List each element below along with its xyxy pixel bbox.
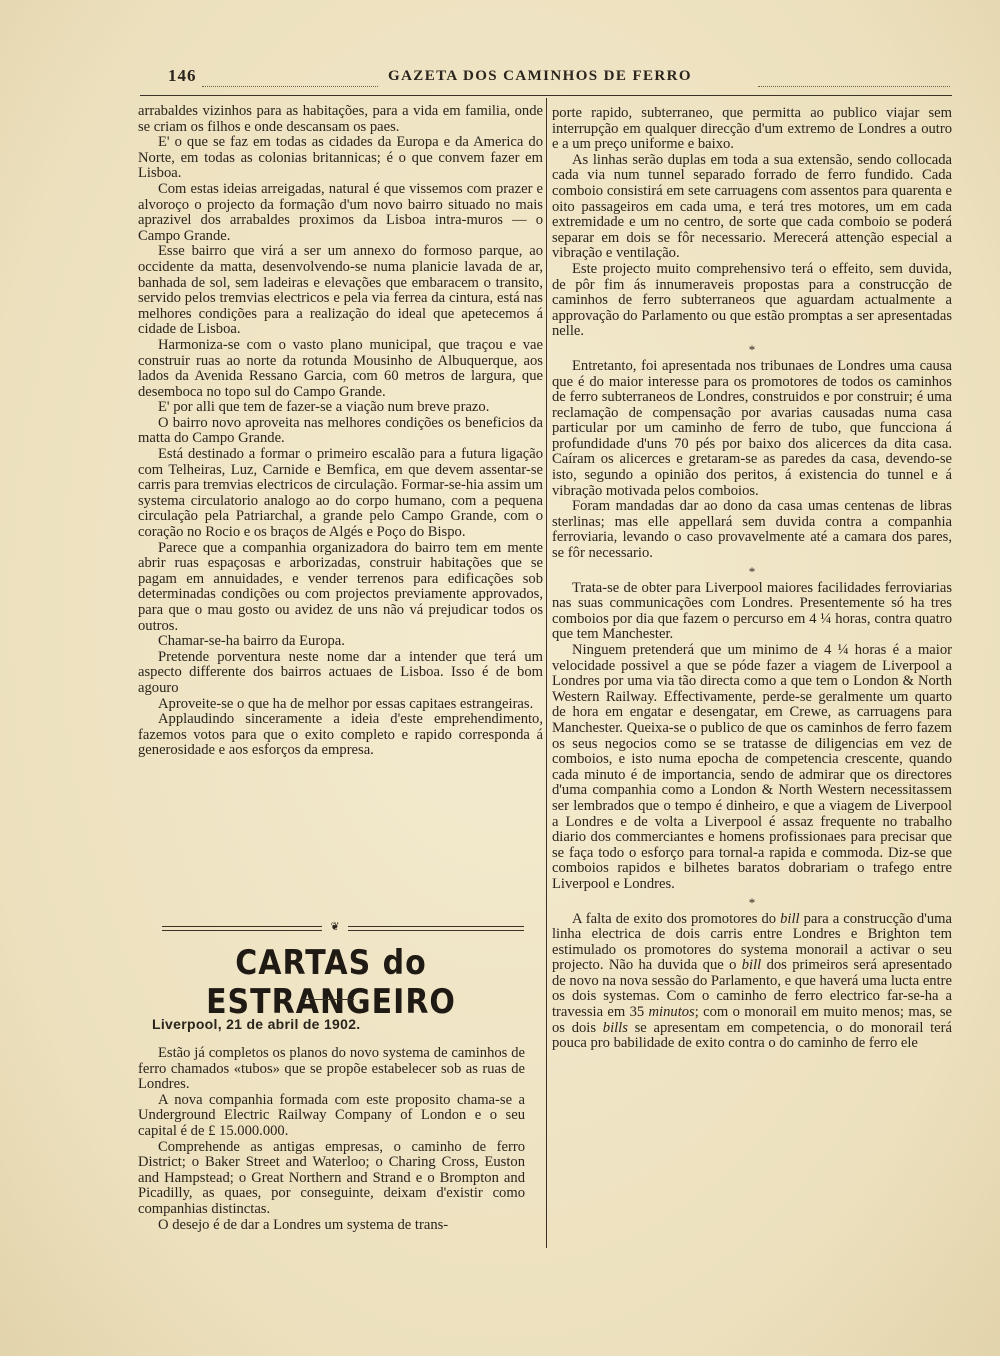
paragraph: O desejo é de dar a Londres um systema de trans- <box>158 1216 449 1233</box>
page-number: 146 <box>168 66 197 85</box>
page-header <box>168 64 952 94</box>
ornament-line <box>162 930 322 931</box>
paragraph: Applaudindo sinceramente a ideia d'este emprehendimento, fazemos votos para que o exito completo e rapido corresponda á generosidade e aos esforços da empresa. <box>138 711 543 759</box>
paragraph: Harmoniza-se com o vasto plano municipal, que traçou e vae construir ruas ao norte da rotunda Mousinho de Albuquerque, aos lados da Avenida Ressano Garcia, com 60 metros de largura, que desemboca no topo sul do Campo Grande. <box>138 336 543 400</box>
article-bairro-europa <box>138 104 543 759</box>
dateline: Liverpool, 21 de abril de 1902. <box>152 1016 361 1032</box>
paragraph: Está destinado a formar o primeiro escalão para a futura ligação com Telheiras, Luz, Carnide e Bemfica, em que devem assentar-se carris para tremvias electricos de circulação. Formar-se-hia assim um systema circulatorio analogo ao do corpo humano, com a pequena circulação pela Patriarchal, a grande pelo Campo Grande, com o coração no Rocio e os braços de Algés e Poço do Bispo. <box>138 446 543 541</box>
paragraph: E' por alli que tem de fazer-se a viação num breve prazo. <box>158 399 490 416</box>
journal-title: GAZETA DOS CAMINHOS DE FERRO <box>388 68 692 84</box>
paragraph: Com estas ideias arreigadas, natural é que vissemos com prazer e alvoroço o projecto da formação d'um novo bairro situado no mais aprazivel dos arrabaldes proximos da Lisboa intra-muros — o Campo Grande. <box>138 180 543 244</box>
paragraph: Comprehende as antigas empresas, o caminho de ferro District; o Baker Street and Waterloo; o Charing Cross, Euston and Hampstead; o Great Northern and Strand e o Brompton and Picadilly, as quaes, por conseguinte, deixam d'existir como companhias distinctas. <box>138 1138 525 1217</box>
separator-asterisk: * <box>748 894 756 910</box>
paragraph: Entretanto, foi apresentada nos tribunaes de Londres uma causa que é do maior interesse para os promotores de todos os caminhos de ferro subterraneos de Londres, construidos e por construir; é uma reclamação de compensação por avarias causadas numa casa particular por um caminho de ferro de tubo, que funcciona á profundidade d'uns 70 pés por baixo dos alicerces da dita casa. Caíram os alicerces e gretaram-se as paredes da casa, devendo-se isto, segundo a opinião dos peritos, á existencia do tunnel e á vibração motivada pelos comboios. <box>552 357 952 499</box>
header-dotted-rule-right <box>758 86 950 87</box>
section-title: CARTAS do ESTRANGEIRO <box>206 943 456 1023</box>
paragraph: Trata-se de obter para Liverpool maiores facilidades ferroviarias nas suas communicações com Londres. Presentemente só ha tres comboios por dia que fazem o percurso em 4 ¼ horas, contra quatro que tem Manchester. <box>552 579 952 643</box>
column-divider <box>546 98 547 1248</box>
ornament-line <box>348 926 524 927</box>
paragraph-bill: A falta de exito dos promotores do bill para a construcção d'uma linha electrica de dois carris entre Londres e Brighton tem estimulado os promotores do systema monorail a activar o seu projecto. Não ha duvida que o bill dos primeiros será apresentado de novo na nova sessão do Parlamento, e que haverá uma lucta entre os dois systemas. Com o caminho de ferro electrico far-se-ha a travessia em 35 minutos; com o monorail em muito menos; mas, se os dois bills se apresentam em competencia, o do monorail terá pouca pro babilidade de exito contra o do caminho de ferro ele <box>552 910 953 1052</box>
paragraph: porte rapido, subterraneo, que permitta ao publico viajar sem interrupção em qualquer direcção d'um extremo de Londres a outro e a um preço uniforme e baixo. <box>552 105 952 153</box>
separator-asterisk: * <box>748 341 756 357</box>
header-dotted-rule-left <box>202 86 378 87</box>
ornament-icon: ❦ <box>330 921 340 933</box>
paragraph: As linhas serão duplas em toda a sua extensão, sendo collocada cada via num tunnel separado forrado de ferro fundido. Cada comboio consistirá em sete carruagens com assentos para quarenta e oito passageiros em cada uma, e terá tres motores, um em cada extremidade e um no centro, de sorte que cada comboio se poderá separar em dois se fôr necessario. Merecerá attenção especial a vibração e ventilação. <box>552 151 952 262</box>
paragraph: Aproveite-se o que ha de melhor por essas capitaes estrangeiras. <box>158 695 534 712</box>
article-cartas-estrangeiro <box>138 1046 525 1233</box>
paragraph: Parece que a companhia organizadora do bairro tem em mente abrir ruas espaçosas e arborizadas, construir habitações que se pagam em annuidades, e vender terrenos para edificações sob determinadas condições ou com projectos previamente approvados, para que o mau gosto ou avidez de uns não vá prejudicar todos os outros. <box>138 539 543 634</box>
paragraph: Esse bairro que virá a ser um annexo do formoso parque, ao occidente da matta, desenvolvendo-se numa planicie lavada de ar, banhada de sol, sem ladeiras e elevações que embaracem o transito, servido pelos tremvias electricos e pela via ferrea da cintura, está nas melhores condições para a realização do ideal que apetecemos á cidade de Lisboa. <box>138 243 543 338</box>
paragraph: E' o que se faz em todas as cidades da Europa e da America do Norte, em todas as colonias britannicas; é o que convem fazer em Lisboa. <box>138 134 543 182</box>
paragraph: Chamar-se-ha bairro da Europa. <box>158 633 345 650</box>
paragraph: Foram mandadas dar ao dono da casa umas centenas de libras sterlinas; mas elle appellará sem duvida contra a companhia ferroviaria, levando o caso provavelmente até a camara dos pares, se fôr necessario. <box>552 498 952 562</box>
paragraph: Estão já completos os planos do novo systema de caminhos de ferro chamados «tubos» que se propõe estabelecer sob as ruas de Londres. <box>138 1045 525 1093</box>
paragraph: A nova companhia formada com este proposito chama-se a Underground Electric Railway Company of London e o seu capital é de £ 15.000.000. <box>138 1091 525 1139</box>
right-column <box>552 106 952 1052</box>
ornament-line <box>348 930 524 931</box>
separator-asterisk: * <box>748 563 756 579</box>
title-underline <box>302 999 354 1000</box>
ornament-line <box>162 926 322 927</box>
paragraph: arrabaldes vizinhos para as habitações, para a vida em familia, onde se criam os filhos e onde descansam os paes. <box>138 103 543 135</box>
section-ornament-rule <box>162 921 524 934</box>
paragraph: Pretende porventura neste nome dar a intender que terá um aspecto differente dos bairros actuaes de Lisboa. Isso é de bom agouro <box>138 648 543 696</box>
paragraph: O bairro novo aproveita nas melhores condições os beneficios da matta do Campo Grande. <box>138 414 543 447</box>
paragraph: Este projecto muito comprehensivo terá o effeito, sem duvida, de pôr fim ás innumeraveis propostas para a construcção de caminhos de ferro subterraneos que aguardam actualmente a approvação do Parlamento ou que estão promptas a ser apresentadas nelle. <box>552 260 952 340</box>
paragraph: Ninguem pretenderá que um minimo de 4 ¼ horas é a maior velocidade possivel a que se póde fazer a viagem de Liverpool a Londres por uma via tão directa como a que tem o London & North Western Railway. Effectivamente, perde-se geralmente um quarto de hora em engatar e desengatar, em Crewe, as carruagens para Manchester. Queixa-se o publico de que os caminhos de ferro fazem os seus negocios como se se tratasse de diligencias em vez de comboios, e isto numa epocha de competencia crescente, quando cada minuto é de importancia, sendo de admirar que os directores d'uma companhia como a London & North Western necessitassem ser lembrados que o tempo é dinheiro, e que a viagem de Liverpool a Londres e de volta a Liverpool é assaz frequente no trabalho diario dos commerciantes e homens profissionaes para precisar que se faça todo o esforço para tornal-a rapida e commoda. Diz-se que comboios rapidos e bilhetes baratos dobrariam o trafego entre Liverpool e Londres. <box>552 642 952 892</box>
header-rule <box>140 95 952 96</box>
